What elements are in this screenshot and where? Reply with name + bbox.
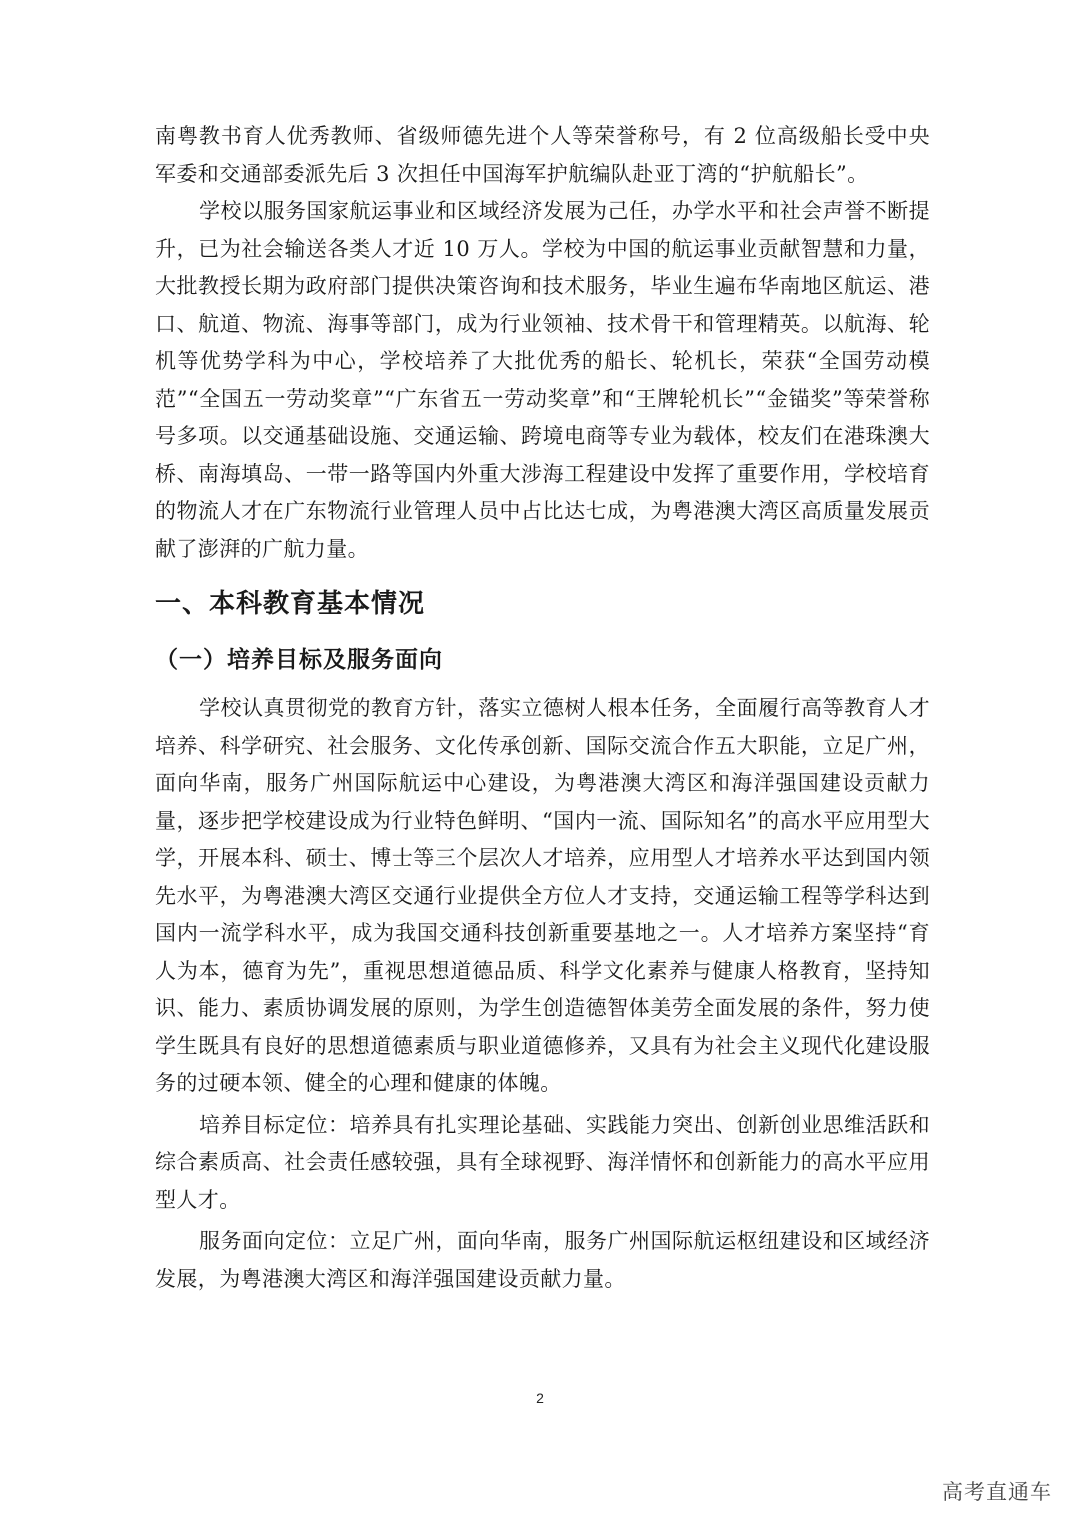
page-number: 2 [536,1390,544,1406]
watermark-label: 高考直通车 [942,1480,1052,1504]
intro-paragraph-1: 南粤教书育人优秀教师、省级师德先进个人等荣誉称号，有 2 位高级船长受中央军委和交通部委派先后 3 次担任中国海军护航编队赴亚丁湾的“护航船长”。 [155,124,930,186]
training-goal-paragraph: 培养目标定位：培养具有扎实理论基础、实践能力突出、创新创业思维活跃和综合素质高、社会责任感较强，具有全球视野、海洋情怀和创新能力的高水平应用型人才。 [155,1112,930,1212]
page-content [155,118,930,1298]
service-orientation-paragraph: 服务面向定位：立足广州，面向华南，服务广州国际航运枢纽建设和区域经济发展，为粤港澳大湾区和海洋强国建设贡献力量。 [155,1229,930,1291]
section-paragraph-1: 学校认真贯彻党的教育方针，落实立德树人根本任务，全面履行高等教育人才培养、科学研究、社会服务、文化传承创新、国际交流合作五大职能，立足广州，面向华南，服务广州国际航运中心建设，为粤港澳大湾区和海洋强国建设贡献力量，逐步把学校建设成为行业特色鲜明、“国内一流、国际知名”的高水平应用型大学，开展本科、硕士、博士等三个层次人才培养，应用型人才培养水平达到国内领先水平，为粤港澳大湾区交通行业提供全方位人才支持，交通运输工程等学科达到国内一流学科水平，成为我国交通科技创新重要基地之一。人才培养方案坚持“育人为本，德育为先”，重视思想道德品质、科学文化素养与健康人格教育，坚持知识、能力、素质协调发展的原则，为学生创造德智体美劳全面发展的条件，努力使学生既具有良好的思想道德素质与职业道德修养，又具有为社会主义现代化建设服务的过硬本领、健全的心理和健康的体魄。 [155,696,930,1095]
intro-paragraph-2: 学校以服务国家航运事业和区域经济发展为己任，办学水平和社会声誉不断提升，已为社会输送各类人才近 10 万人。学校为中国的航运事业贡献智慧和力量，大批教授长期为政府部门提供决策咨询和技术服务，毕业生遍布华南地区航运、港口、航道、物流、海事等部门，成为行业领袖、技术骨干和管理精英。以航海、轮机等优势学科为中心，学校培养了大批优秀的船长、轮机长，荣获“全国劳动模范”“全国五一劳动奖章”“广东省五一劳动奖章”和“王牌轮机长”“金锚奖”等荣誉称号多项。以交通基础设施、交通运输、跨境电商等专业为载体，校友们在港珠澳大桥、南海填岛、一带一路等国内外重大涉海工程建设中发挥了重要作用，学校培育的物流人才在广东物流行业管理人员中占比达七成，为粤港澳大湾区高质量发展贡献了澎湃的广航力量。 [155,199,930,561]
section-heading: 一、本科教育基本情况 [155,589,426,619]
subsection-heading: （一）培养目标及服务面向 [155,647,443,673]
